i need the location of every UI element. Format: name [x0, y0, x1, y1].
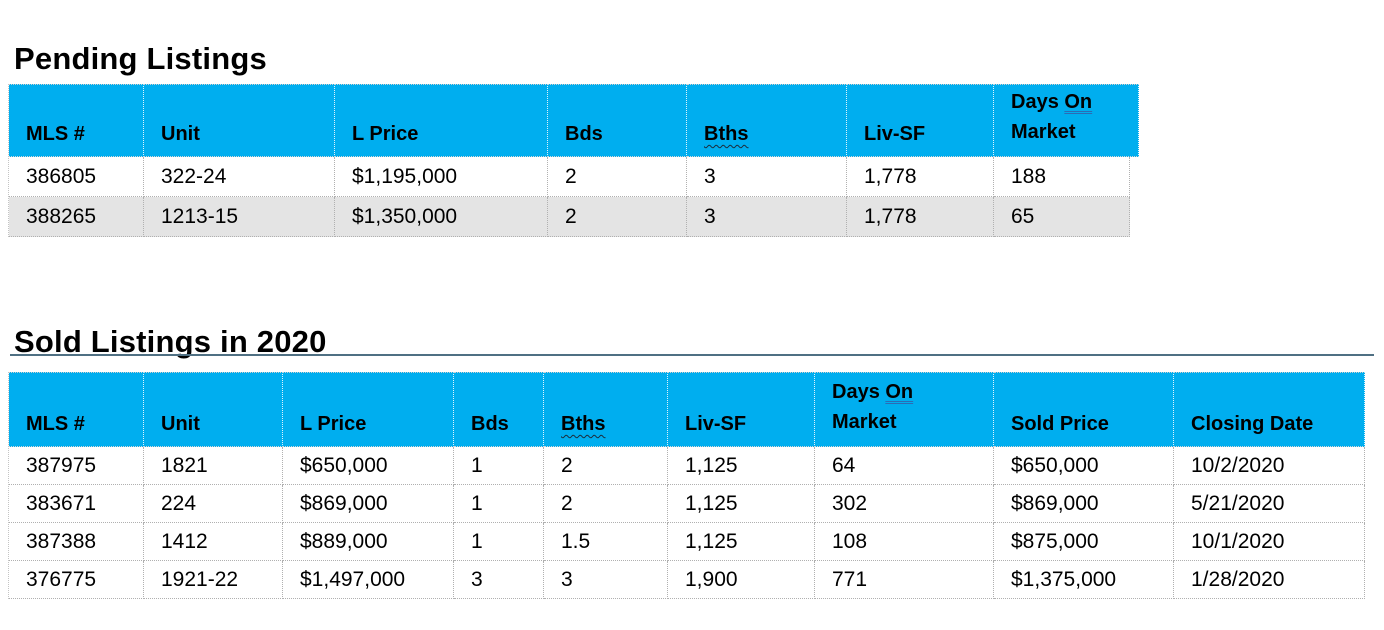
header-label: Unit	[161, 413, 200, 435]
cell-bths: 3	[544, 561, 668, 599]
cell-closing-date: 10/2/2020	[1174, 447, 1365, 485]
cell-bds: 3	[454, 561, 544, 599]
cell-mls: 376775	[9, 561, 144, 599]
days-word: Days	[832, 381, 880, 403]
sold-header-row	[9, 372, 1365, 447]
cell-bths: 3	[687, 197, 847, 237]
cell-days-on-market: 65	[994, 197, 1130, 237]
cell-mls: 387975	[9, 447, 144, 485]
pending-col-header-mls	[9, 84, 144, 157]
cell-unit: 1412	[144, 523, 283, 561]
cell-sold-price: $875,000	[994, 523, 1174, 561]
pending-listings-title: Pending Listings	[14, 40, 267, 76]
table-row	[9, 561, 1365, 599]
header-label: Closing Date	[1191, 413, 1314, 435]
market-word: Market	[832, 411, 897, 433]
header-label: L Price	[300, 413, 367, 435]
cell-lprice: $1,350,000	[335, 197, 548, 237]
cell-unit: 322-24	[144, 157, 335, 197]
cell-lprice: $869,000	[283, 485, 454, 523]
cell-livsf: 1,778	[847, 197, 994, 237]
cell-unit: 1213-15	[144, 197, 335, 237]
header-label-two-line	[1011, 87, 1092, 147]
pending-col-header-unit	[144, 84, 335, 157]
cell-livsf: 1,125	[668, 523, 815, 561]
days-word: Days	[1011, 91, 1059, 113]
header-label: MLS #	[26, 413, 85, 435]
cell-lprice: $1,195,000	[335, 157, 548, 197]
cell-days-on-market: 64	[815, 447, 994, 485]
cell-mls: 386805	[9, 157, 144, 197]
sold-col-header-livsf	[668, 372, 815, 447]
table-row	[9, 485, 1365, 523]
header-label-spellcheck: Bths	[704, 123, 749, 145]
sold-col-header-bds	[454, 372, 544, 447]
cell-closing-date: 5/21/2020	[1174, 485, 1365, 523]
sold-col-header-days-on-market	[815, 372, 994, 447]
sold-listings-title: Sold Listings in 2020	[14, 323, 327, 359]
header-label: Sold Price	[1011, 413, 1109, 435]
sold-col-header-mls	[9, 372, 144, 447]
cell-mls: 388265	[9, 197, 144, 237]
cell-bths: 2	[544, 447, 668, 485]
header-label-spellcheck: Bths	[561, 413, 606, 435]
header-label: Bds	[471, 413, 509, 435]
pending-col-header-bds	[548, 84, 687, 157]
table-row	[9, 523, 1365, 561]
cell-closing-date: 10/1/2020	[1174, 523, 1365, 561]
table-row	[9, 157, 1139, 197]
on-word-grammar-underline: On	[1064, 91, 1093, 113]
cell-days-on-market: 188	[994, 157, 1130, 197]
header-label-two-line	[832, 377, 913, 437]
cell-unit: 1821	[144, 447, 283, 485]
cell-lprice: $889,000	[283, 523, 454, 561]
cell-livsf: 1,125	[668, 485, 815, 523]
cell-days-on-market: 108	[815, 523, 994, 561]
cell-bds: 1	[454, 523, 544, 561]
cell-days-on-market: 771	[815, 561, 994, 599]
sold-col-header-unit	[144, 372, 283, 447]
header-label: MLS #	[26, 123, 85, 145]
sold-listings-table	[8, 372, 1365, 599]
cell-bths: 3	[687, 157, 847, 197]
sold-col-header-lprice	[283, 372, 454, 447]
on-word-grammar-underline: On	[885, 381, 914, 403]
sold-col-header-sold-price	[994, 372, 1174, 447]
pending-listings-table	[8, 84, 1139, 237]
table-row	[9, 447, 1365, 485]
cell-bds: 1	[454, 447, 544, 485]
cell-livsf: 1,778	[847, 157, 994, 197]
header-label: L Price	[352, 123, 419, 145]
pending-col-header-lprice	[335, 84, 548, 157]
header-label: Liv-SF	[864, 123, 926, 145]
cell-sold-price: $1,375,000	[994, 561, 1174, 599]
market-word: Market	[1011, 121, 1076, 143]
cell-lprice: $650,000	[283, 447, 454, 485]
cell-mls: 387388	[9, 523, 144, 561]
cell-livsf: 1,900	[668, 561, 815, 599]
cell-unit: 224	[144, 485, 283, 523]
cell-livsf: 1,125	[668, 447, 815, 485]
cell-bds: 1	[454, 485, 544, 523]
title-divider-line	[10, 354, 1374, 356]
cell-mls: 383671	[9, 485, 144, 523]
cell-bths: 2	[544, 485, 668, 523]
pending-col-header-days-on-market	[994, 84, 1139, 157]
cell-unit: 1921-22	[144, 561, 283, 599]
pending-col-header-livsf	[847, 84, 994, 157]
header-label: Bds	[565, 123, 603, 145]
cell-days-on-market: 302	[815, 485, 994, 523]
cell-bds: 2	[548, 157, 687, 197]
pending-header-row	[9, 84, 1139, 157]
table-row	[9, 197, 1139, 237]
cell-sold-price: $650,000	[994, 447, 1174, 485]
header-label: Liv-SF	[685, 413, 747, 435]
cell-bds: 2	[548, 197, 687, 237]
pending-col-header-bths	[687, 84, 847, 157]
header-label: Unit	[161, 123, 200, 145]
cell-bths: 1.5	[544, 523, 668, 561]
sold-col-header-bths	[544, 372, 668, 447]
cell-closing-date: 1/28/2020	[1174, 561, 1365, 599]
cell-sold-price: $869,000	[994, 485, 1174, 523]
sold-col-header-closing-date	[1174, 372, 1365, 447]
cell-lprice: $1,497,000	[283, 561, 454, 599]
